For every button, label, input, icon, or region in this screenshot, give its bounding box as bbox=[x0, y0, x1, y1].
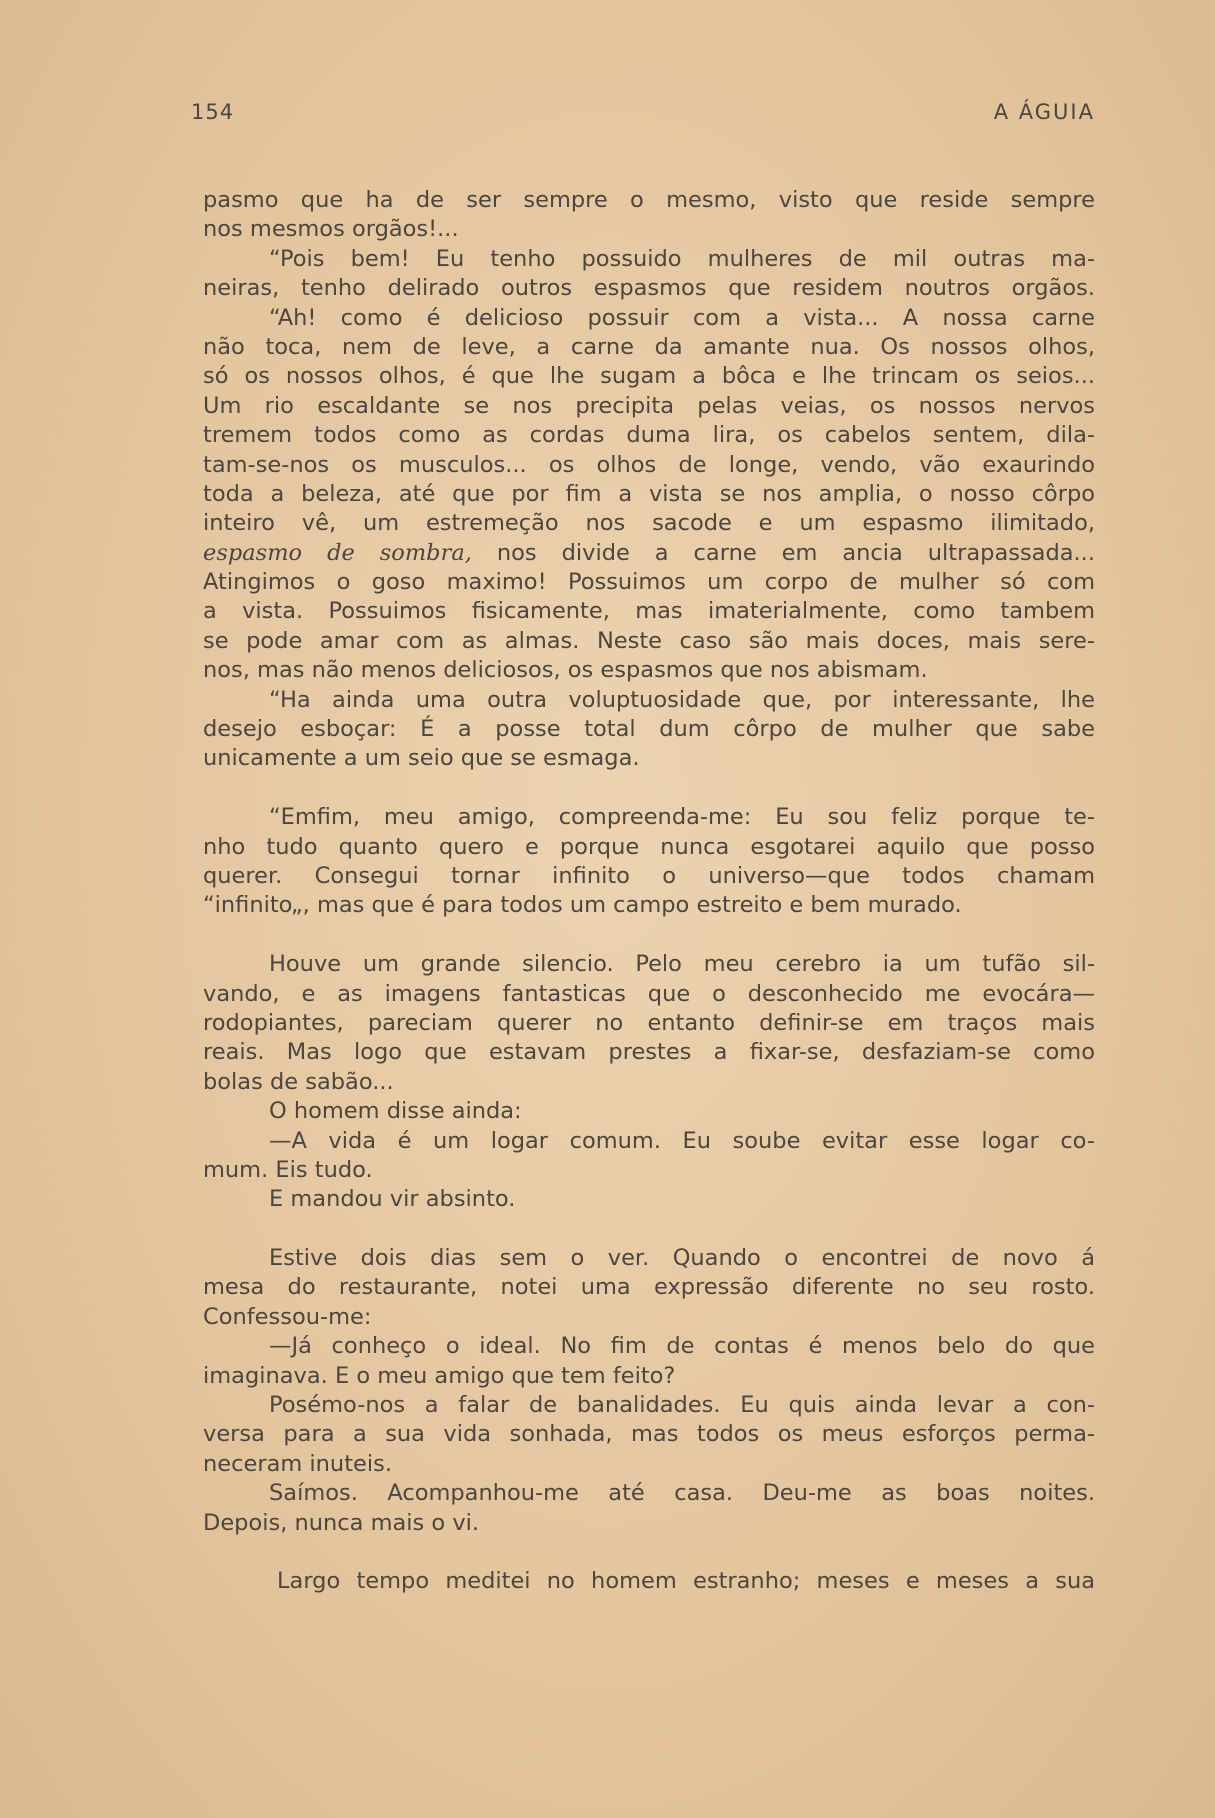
text-line: unicamente a um seio que se esmaga. bbox=[203, 745, 640, 772]
paragraph-gap bbox=[203, 1538, 1095, 1567]
text-line: nos, mas não menos deliciosos, os espasmos que nos abismam. bbox=[203, 657, 928, 684]
text-line: reais. Mas logo que estavam prestes a fixar-se, desfaziam-se como bbox=[203, 1039, 1095, 1066]
page-number: 154 bbox=[191, 100, 235, 124]
text-line: “Pois bem! Eu tenho possuido mulheres de mil outras ma- bbox=[269, 245, 1095, 272]
text-line: Um rio escaldante se nos precipita pelas veias, os nossos nervos bbox=[203, 392, 1095, 419]
text-line: toda a beleza, até que por fim a vista se nos amplia, o nosso côrpo bbox=[203, 480, 1095, 507]
text-line: nos mesmos orgãos!... bbox=[203, 216, 459, 243]
text-line: tremem todos como as cordas duma lira, os cabelos sentem, dila- bbox=[203, 422, 1095, 449]
text-line: —A vida é um logar comum. Eu soube evitar esse logar co- bbox=[269, 1127, 1095, 1154]
text-line: desejo esboçar: É a posse total dum côrpo de mulher que sabe bbox=[203, 716, 1095, 743]
text-line: neceram inuteis. bbox=[203, 1450, 392, 1477]
text-line: só os nossos olhos, é que lhe sugam a bôca e lhe trincam os seios... bbox=[203, 363, 1095, 390]
text-line: “Ah! como é delicioso possuir com a vista... A nossa carne bbox=[269, 304, 1095, 331]
text-line: vando, e as imagens fantasticas que o desconhecido me evocára— bbox=[203, 980, 1095, 1007]
text-line: inteiro vê, um estremeção nos sacode e um espasmo ilimitado, bbox=[203, 510, 1095, 537]
text-line: Saímos. Acompanhou-me até casa. Deu-me as boas noites. bbox=[269, 1480, 1095, 1507]
text-line: tam-se-nos os musculos... os olhos de longe, vendo, vão exaurindo bbox=[203, 451, 1095, 478]
text-line bbox=[203, 539, 1095, 568]
paragraph-gap bbox=[203, 921, 1095, 950]
text-line: Depois, nunca mais o vi. bbox=[203, 1509, 480, 1536]
text-line: querer. Consegui tornar infinito o universo—que todos chamam bbox=[203, 862, 1095, 889]
text-line: Posémo-nos a falar de banalidades. Eu quis ainda levar a con- bbox=[269, 1392, 1095, 1419]
text-line: O homem disse ainda: bbox=[269, 1098, 522, 1125]
text-line: a vista. Possuimos fisicamente, mas imaterialmente, como tambem bbox=[203, 598, 1095, 625]
text-line: “infinito„, mas que é para todos um campo estreito e bem murado. bbox=[203, 892, 962, 919]
paragraph-gap bbox=[203, 774, 1095, 803]
text-line: neiras, tenho delirado outros espasmos que residem noutros orgãos. bbox=[203, 275, 1095, 302]
body-text bbox=[203, 186, 1095, 1597]
text-line: Confessou-me: bbox=[203, 1303, 372, 1330]
text-line: Estive dois dias sem o ver. Quando o encontrei de novo á bbox=[269, 1245, 1095, 1272]
text-line: Houve um grande silencio. Pelo meu cerebro ia um tufão sil- bbox=[269, 951, 1095, 978]
text-line: bolas de sabão... bbox=[203, 1068, 394, 1095]
text-line: versa para a sua vida sonhada, mas todos os meus esforços perma- bbox=[203, 1421, 1095, 1448]
page-header bbox=[191, 100, 1095, 130]
text-line: se pode amar com as almas. Neste caso são mais doces, mais sere- bbox=[203, 627, 1095, 654]
text-line: imaginava. E o meu amigo que tem feito? bbox=[203, 1362, 676, 1389]
text-fragment: nos divide a carne em ancia ultrapassada... bbox=[496, 539, 1095, 566]
running-title: A ÁGUIA bbox=[993, 100, 1095, 124]
text-line: nho tudo quanto quero e porque nunca esgotarei aquilo que posso bbox=[203, 833, 1095, 860]
text-line: “Ha ainda uma outra voluptuosidade que, por interessante, lhe bbox=[269, 686, 1095, 713]
text-line: Largo tempo meditei no homem estranho; meses e meses a sua bbox=[277, 1568, 1095, 1595]
text-line: não toca, nem de leve, a carne da amante nua. Os nossos olhos, bbox=[203, 333, 1095, 360]
text-line: E mandou vir absinto. bbox=[269, 1186, 516, 1213]
text-line: mesa do restaurante, notei uma expressão diferente no seu rosto. bbox=[203, 1274, 1095, 1301]
text-line: mum. Eis tudo. bbox=[203, 1156, 373, 1183]
text-line: rodopiantes, pareciam querer no entanto definir-se em traços mais bbox=[203, 1009, 1095, 1036]
emphasized-phrase: espasmo de sombra, bbox=[203, 539, 472, 566]
text-line: —Já conheço o ideal. No fim de contas é menos belo do que bbox=[269, 1333, 1095, 1360]
text-line: “Emfim, meu amigo, compreenda-me: Eu sou feliz porque te- bbox=[269, 804, 1095, 831]
text-line: pasmo que ha de ser sempre o mesmo, visto que reside sempre bbox=[203, 187, 1095, 213]
text-line: Atingimos o goso maximo! Possuimos um corpo de mulher só com bbox=[203, 569, 1095, 596]
paragraph-gap bbox=[203, 1215, 1095, 1244]
